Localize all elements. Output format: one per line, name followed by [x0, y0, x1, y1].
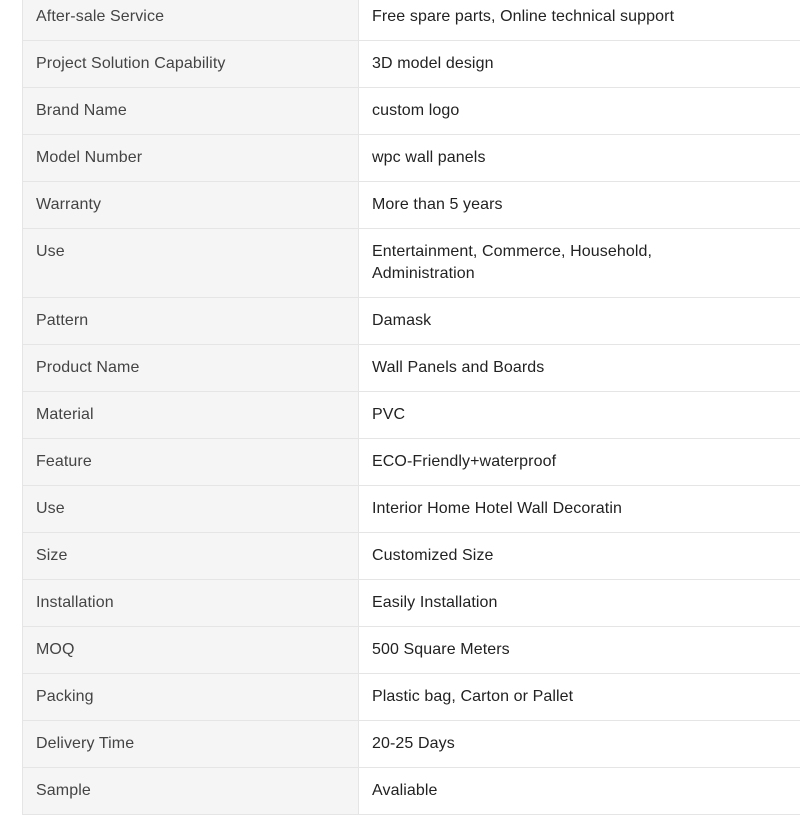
spec-value: ECO-Friendly+waterproof [359, 439, 800, 486]
spec-value: PVC [359, 392, 800, 439]
table-row [23, 533, 800, 580]
table-row [23, 392, 800, 439]
table-row [23, 768, 800, 815]
spec-value: Avaliable [359, 768, 800, 815]
spec-value: Wall Panels and Boards [359, 345, 800, 392]
product-specs-table [22, 0, 800, 815]
spec-value: Free spare parts, Online technical support [359, 0, 800, 41]
spec-value: Interior Home Hotel Wall Decoratin [359, 486, 800, 533]
spec-label: Use [23, 229, 359, 298]
table-row [23, 439, 800, 486]
table-row [23, 345, 800, 392]
table-row [23, 486, 800, 533]
spec-label: After-sale Service [23, 0, 359, 41]
spec-label: Project Solution Capability [23, 41, 359, 88]
table-row [23, 41, 800, 88]
spec-label: Model Number [23, 135, 359, 182]
spec-value: Easily Installation [359, 580, 800, 627]
spec-label: Feature [23, 439, 359, 486]
table-row [23, 580, 800, 627]
spec-value: 20-25 Days [359, 721, 800, 768]
spec-value: custom logo [359, 88, 800, 135]
spec-value: Entertainment, Commerce, Household, Administration [359, 229, 800, 298]
spec-label: Brand Name [23, 88, 359, 135]
spec-value: Customized Size [359, 533, 800, 580]
spec-value: Plastic bag, Carton or Pallet [359, 674, 800, 721]
table-row [23, 229, 800, 298]
spec-value: 500 Square Meters [359, 627, 800, 674]
spec-label: Use [23, 486, 359, 533]
spec-label: Size [23, 533, 359, 580]
spec-value: Damask [359, 298, 800, 345]
spec-value: More than 5 years [359, 182, 800, 229]
spec-label: Warranty [23, 182, 359, 229]
spec-label: Installation [23, 580, 359, 627]
table-row [23, 627, 800, 674]
table-row [23, 298, 800, 345]
spec-label: Material [23, 392, 359, 439]
table-row [23, 135, 800, 182]
table-row [23, 721, 800, 768]
spec-label: Delivery Time [23, 721, 359, 768]
spec-value: wpc wall panels [359, 135, 800, 182]
table-row [23, 0, 800, 41]
spec-label: Packing [23, 674, 359, 721]
spec-value: 3D model design [359, 41, 800, 88]
table-row [23, 674, 800, 721]
spec-label: Sample [23, 768, 359, 815]
table-row [23, 88, 800, 135]
table-row [23, 182, 800, 229]
spec-label: MOQ [23, 627, 359, 674]
spec-label: Product Name [23, 345, 359, 392]
spec-label: Pattern [23, 298, 359, 345]
